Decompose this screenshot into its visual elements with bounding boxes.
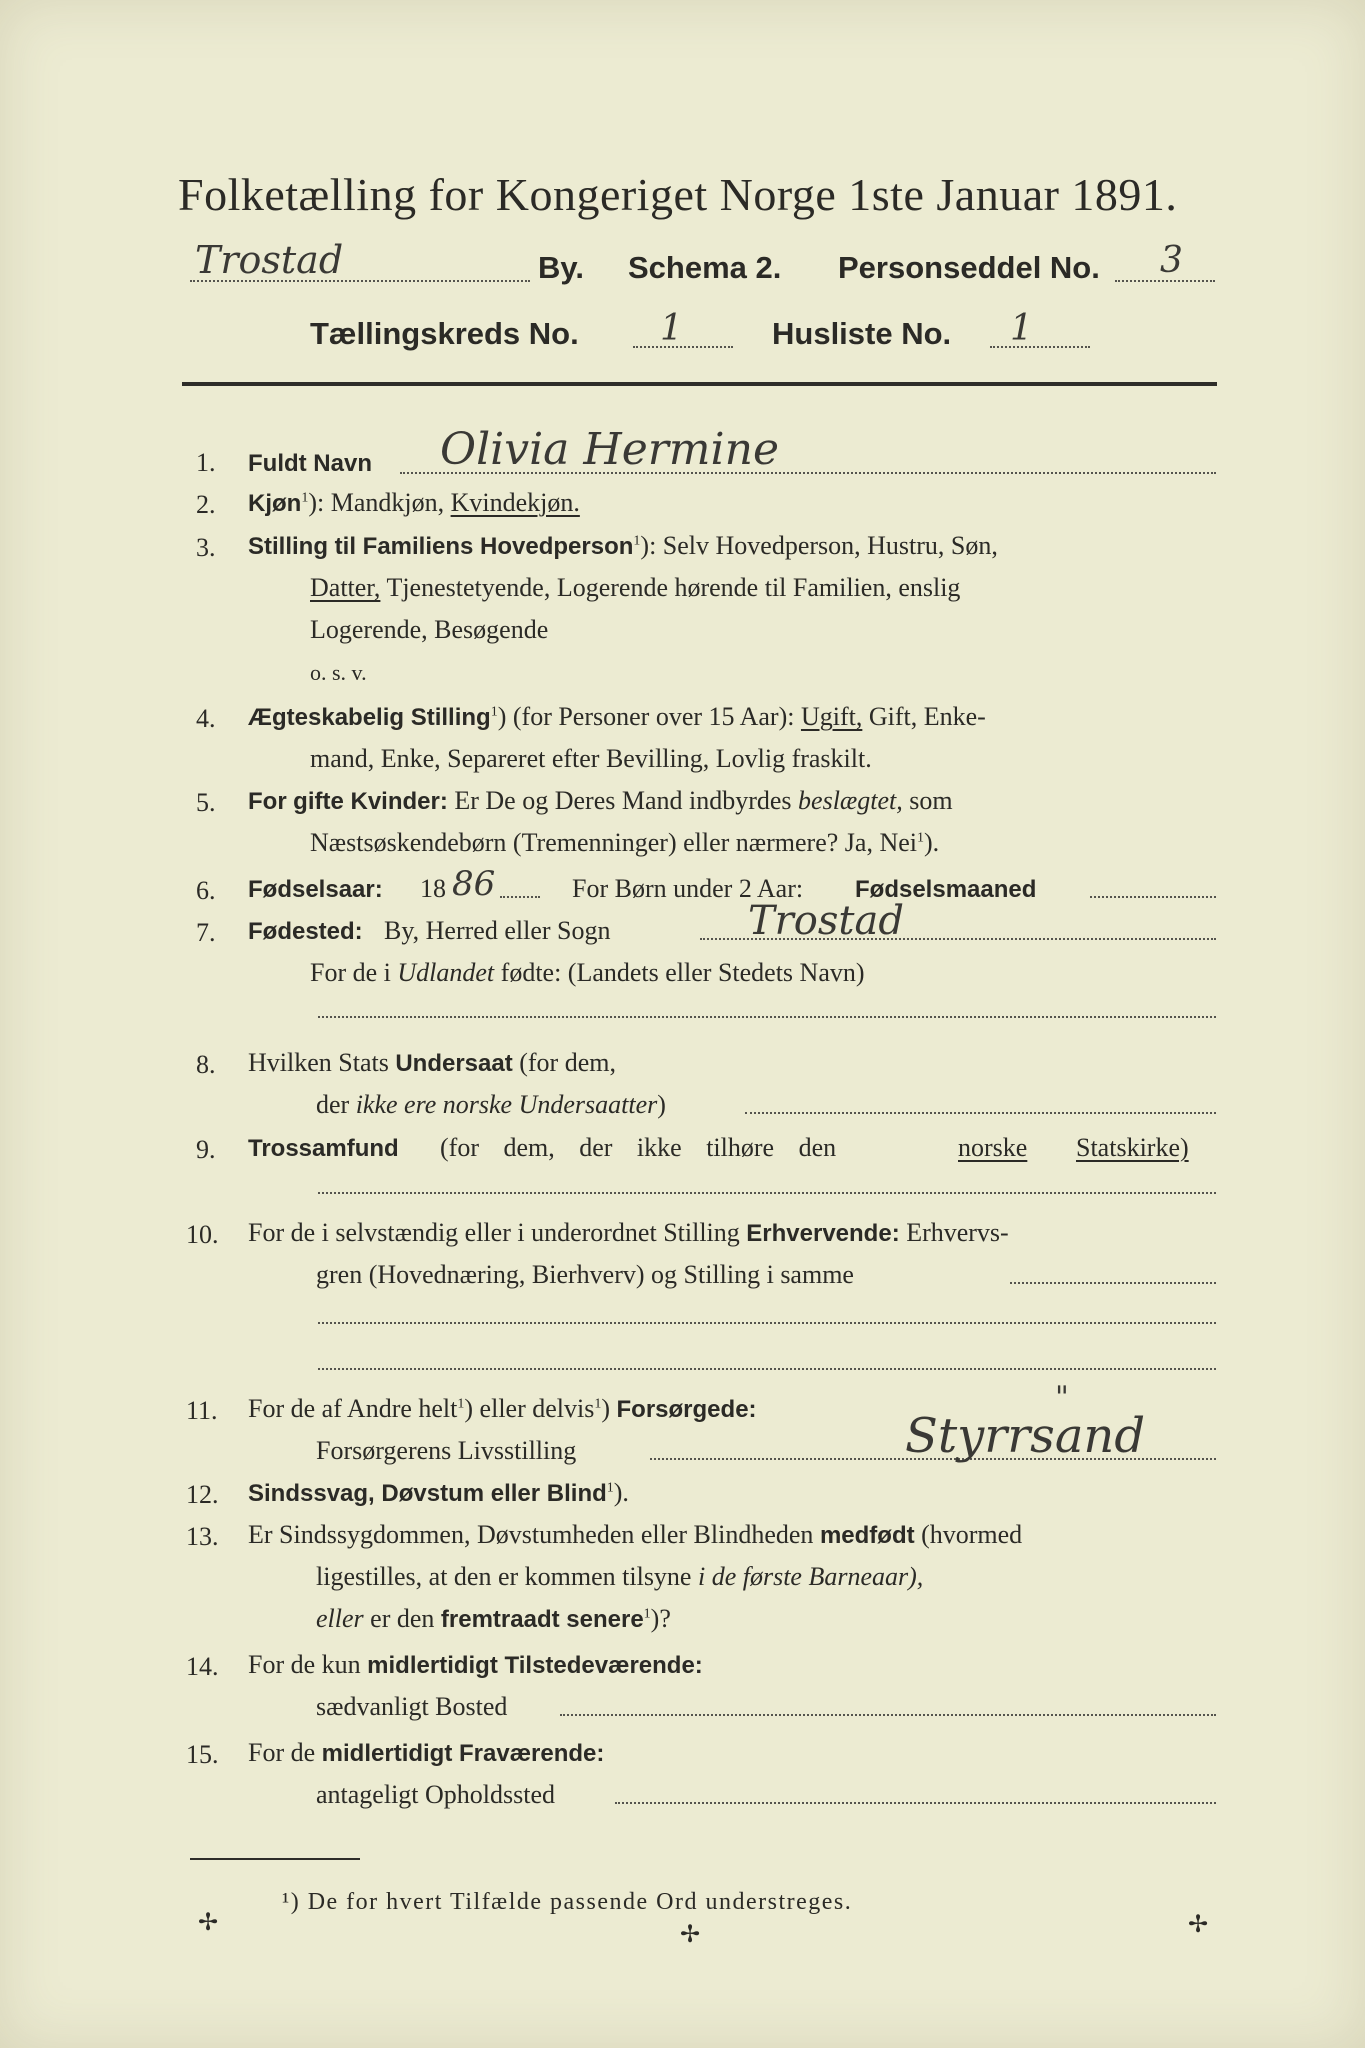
taellingskreds-label: Tællingskreds No. [310, 316, 579, 351]
item-10-line-2: gren (Hovednæring, Bierhverv) og Stilling i samme [316, 1260, 854, 1289]
item-4-line-1: Ægteskabelig Stilling$^1$) (for Personer over 15 Aar): Ugift, Gift, Enke- [248, 702, 986, 731]
item-7-italic: Udlandet [397, 958, 495, 987]
item-2-text: ): Mandkjøn, [308, 488, 445, 517]
item-13-label-2: fremtraadt senere [440, 1606, 644, 1633]
item-9-underlined-1: norske [958, 1133, 1028, 1162]
item-3-underlined: Datter, [310, 573, 381, 602]
footnote-text: ¹) De for hvert Tilfælde passende Ord understreges. [282, 1889, 853, 1915]
item-8-dotted-line [745, 1112, 1216, 1114]
item-13-line-3: eller er den fremtraadt senere$^1$)? [316, 1604, 671, 1633]
item-14-line-2: sædvanligt Bosted [316, 1692, 508, 1721]
item-8-line-2: der ikke ere norske Undersaatter) [316, 1090, 666, 1119]
by-value: Trostad [195, 238, 344, 282]
item-9-underlined-2: Statskirke) [1076, 1133, 1189, 1162]
item-11-number: 11. [186, 1396, 218, 1425]
item-10-line-1 [248, 1220, 1009, 1246]
item-13-line-2 [316, 1564, 923, 1590]
item-4-underlined: Ugift, [800, 702, 863, 731]
item-15-dotted-line [615, 1802, 1216, 1804]
item-9-dotted-line [318, 1192, 1216, 1194]
item-15-text-1: For de [248, 1738, 316, 1767]
husliste-dotted-line [990, 346, 1090, 348]
item-10-text-1b: Erhvervs- [906, 1218, 1009, 1247]
item-14-line-1 [248, 1652, 703, 1678]
item-9-label: Trossamfund [248, 1135, 399, 1162]
item-7-text-2b: fødte: (Landets eller Stedets Navn) [500, 958, 865, 987]
item-11-line-2: Forsørgerens Livsstilling [316, 1436, 577, 1465]
item-11-label: Forsørgede: [616, 1396, 757, 1423]
item-14-dotted-line [560, 1714, 1216, 1716]
form-title: Folketælling for Kongeriget Norge 1ste Januar 1891. [178, 169, 1178, 220]
item-13-line-1 [248, 1522, 1022, 1548]
item-6-text: For Børn under 2 Aar: [572, 874, 804, 903]
item-7-label: Fødested: [248, 918, 363, 945]
item-13-italic-2: eller [316, 1604, 364, 1633]
header-rule [182, 382, 1217, 386]
item-11-text-1: For de af Andre helt [248, 1394, 458, 1423]
item-8-italic: ikke ere norske Undersaatter [355, 1090, 658, 1119]
item-5-text-2: som [909, 786, 953, 815]
item-6-prefix: 18 [420, 874, 446, 903]
item-9-text: (for dem, der ikke tilhøre den [440, 1133, 837, 1162]
item-12-number: 12. [186, 1480, 219, 1509]
registration-mark-center-icon: ✢ [680, 1920, 701, 1948]
item-3-line-4: o. s. v. [310, 660, 367, 685]
item-8-number: 8. [196, 1050, 216, 1079]
registration-mark-left-icon: ✢ [198, 1908, 219, 1936]
item-11-text-1b: ) eller delvis [464, 1394, 595, 1423]
item-15-label: midlertidigt Fraværende: [321, 1740, 605, 1767]
item-13-text-2: ligestilles, at den er kommen tilsyne [316, 1562, 692, 1591]
item-7-value: Trostad [748, 898, 904, 944]
item-8-text-1b: (for dem, [519, 1048, 616, 1077]
item-15-line-1 [248, 1740, 604, 1766]
item-7-line-2 [310, 960, 865, 986]
item-10-number: 10. [186, 1220, 219, 1249]
item-9-number: 9. [196, 1135, 216, 1164]
schema-label: Schema 2. [628, 250, 782, 285]
item-5-label: gifte Kvinder: [293, 788, 448, 815]
item-1-value: Olivia Hermine [440, 424, 779, 475]
item-8-text-2a: der [316, 1090, 350, 1119]
husliste-label: Husliste No. [772, 316, 952, 351]
item-8-line-1 [248, 1050, 616, 1076]
item-11-mark: " [1055, 1380, 1069, 1415]
item-7-text-1: By, Herred eller Sogn [384, 916, 611, 945]
item-8-label: Undersaat [395, 1050, 513, 1077]
item-3-text-2: Tjenestetyende, Logerende hørende til Familien, enslig [386, 573, 961, 602]
item-5-label-pre: For [248, 788, 287, 815]
item-4-text-2: Gift, Enke- [868, 702, 986, 731]
item-10-label: Erhvervende: [746, 1220, 900, 1247]
item-13-italic: i de første Barneaar), [697, 1562, 924, 1591]
item-11-value: Styrrsand [905, 1408, 1146, 1464]
item-4-label: Ægteskabelig Stilling [248, 704, 491, 731]
item-3-label: Stilling til Familiens Hovedperson [248, 533, 634, 560]
item-14-label: midlertidigt Tilstedeværende: [367, 1652, 703, 1679]
item-3-text-1: ): Selv Hovedperson, Hustru, Søn, [640, 531, 998, 560]
item-12-label: Sindssvag, Døvstum eller Blind [248, 1480, 607, 1507]
item-2-number: 2. [196, 490, 216, 519]
item-12-line: Sindssvag, Døvstum eller Blind$^1$). [248, 1478, 629, 1507]
item-5-italic: beslægtet, [798, 786, 903, 815]
item-5-text-3: Næstsøskendebørn (Tremenninger) eller nærmere? Ja, Nei [310, 828, 917, 857]
item-13-text-3: er den [370, 1604, 435, 1633]
item-1-number: 1. [196, 448, 216, 477]
item-2-underlined: Kvindekjøn. [450, 488, 580, 517]
item-6-label: Fødselsaar: [248, 876, 383, 903]
by-label: By. [538, 250, 584, 285]
item-5-number: 5. [196, 788, 216, 817]
taellingskreds-dotted-line [633, 346, 733, 348]
item-10-dotted-line-2 [318, 1322, 1216, 1324]
item-2-line: Kjøn$^1$): Mandkjøn, Kvindekjøn. [248, 488, 580, 517]
item-6-label-2: Fødselsmaaned [855, 876, 1037, 903]
item-6-value: 86 [452, 864, 496, 904]
item-13-text-1b: (hvormed [921, 1520, 1023, 1549]
item-7-text-2a: For de i [310, 958, 391, 987]
item-13-text-1: Er Sindssygdommen, Døvstumheden eller Blindheden [248, 1520, 814, 1549]
item-6-dotted-line-2 [1090, 896, 1216, 898]
item-7-dotted-line-2 [318, 1016, 1216, 1018]
personseddel-value: 3 [1160, 240, 1183, 281]
item-3-line-2 [310, 575, 960, 601]
item-4-text-1: ) (for Personer over 15 Aar): [497, 702, 795, 731]
item-7-number: 7. [196, 918, 216, 947]
item-1-label: Fuldt Navn [248, 450, 372, 477]
item-5-line-2: Næstsøskendebørn (Tremenninger) eller nærmere? Ja, Nei$^1$). [310, 828, 940, 857]
personseddel-label: Personseddel No. [838, 250, 1100, 285]
footnote-rule [190, 1858, 360, 1860]
item-14-number: 14. [186, 1652, 219, 1681]
husliste-value: 1 [1010, 308, 1033, 349]
item-11-line-1: For de af Andre helt$^1$) eller delvis$^1$) Forsørgede: [248, 1394, 757, 1423]
registration-mark-right-icon: ✢ [1188, 1910, 1209, 1938]
item-15-number: 15. [186, 1740, 219, 1769]
item-3-line-1: Stilling til Familiens Hovedperson$^1$): Selv Hovedperson, Hustru, Søn, [248, 531, 998, 560]
item-5-line-1 [248, 788, 953, 814]
item-3-number: 3. [196, 533, 216, 562]
item-6-number: 6. [196, 876, 216, 905]
item-10-dotted-line-1 [1010, 1282, 1216, 1284]
item-10-dotted-line-3 [318, 1368, 1216, 1370]
by-dotted-line [190, 280, 530, 282]
item-13-number: 13. [186, 1522, 219, 1551]
item-13-label: medfødt [819, 1522, 915, 1549]
item-4-line-2: mand, Enke, Separeret efter Bevilling, Lovlig fraskilt. [310, 744, 872, 773]
item-5-text-1: Er De og Deres Mand indbyrdes [454, 786, 792, 815]
item-14-text-1: For de kun [248, 1650, 361, 1679]
item-3-line-3: Logerende, Besøgende [310, 615, 549, 644]
item-8-text-1a: Hvilken Stats [248, 1048, 389, 1077]
item-6-dotted-line-1 [500, 896, 540, 898]
item-10-text-1: For de i selvstændig eller i underordnet Stilling [248, 1218, 740, 1247]
item-4-number: 4. [196, 704, 216, 733]
item-2-label: Kjøn [248, 490, 302, 517]
item-15-line-2: antageligt Opholdssted [316, 1780, 556, 1809]
taellingskreds-value: 1 [660, 308, 683, 349]
